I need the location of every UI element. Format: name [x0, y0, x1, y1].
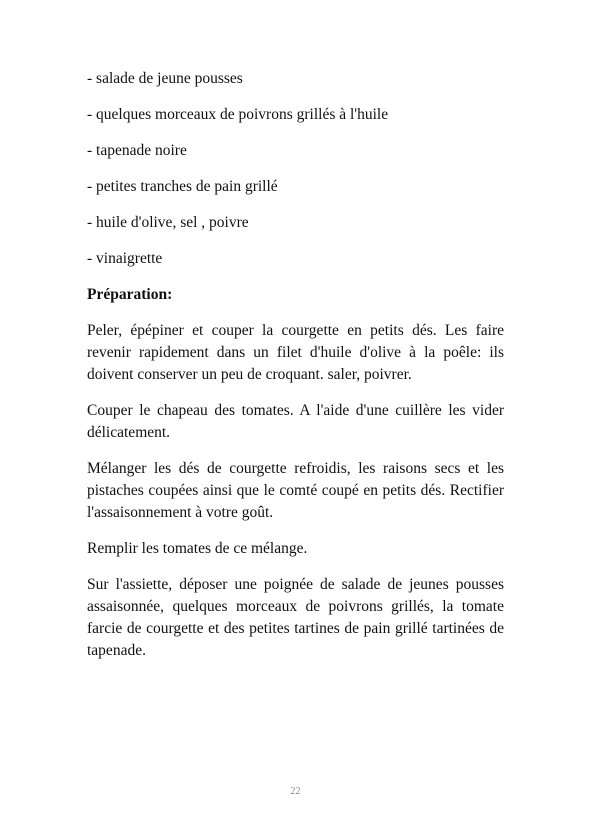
preparation-heading: Préparation:	[87, 286, 173, 303]
ingredient-item: - huile d'olive, sel , poivre	[87, 214, 249, 231]
preparation-step: Remplir les tomates de ce mélange.	[87, 540, 308, 557]
ingredient-item: - vinaigrette	[87, 250, 163, 267]
preparation-step: Mélanger les dés de courgette refroidis, les raisons secs et les pistaches coupées ainsi que le comté coupé en petits dés. Rectifier l'assaisonnement à votre goût.	[87, 460, 504, 521]
ingredient-item: - petites tranches de pain grillé	[87, 178, 278, 195]
page-number: 22	[290, 786, 301, 797]
recipe-content	[87, 68, 504, 676]
preparation-step: Peler, épépiner et couper la courgette en petits dés. Les faire revenir rapidement dans un filet d'huile d'olive à la poêle: ils doivent conserver un peu de croquant. saler, poivrer.	[87, 322, 504, 383]
ingredient-item: - quelques morceaux de poivrons grillés à l'huile	[87, 106, 389, 123]
ingredient-item: - tapenade noire	[87, 142, 187, 159]
preparation-step: Couper le chapeau des tomates. A l'aide d'une cuillère les vider délicatement.	[87, 402, 504, 441]
preparation-step: Sur l'assiette, déposer une poignée de salade de jeunes pousses assaisonnée, quelques morceaux de poivrons grillés, la tomate farcie de courgette et des petites tartines de pain grillé tartinées de tapenade.	[87, 576, 504, 659]
ingredient-item: - salade de jeune pousses	[87, 70, 243, 87]
